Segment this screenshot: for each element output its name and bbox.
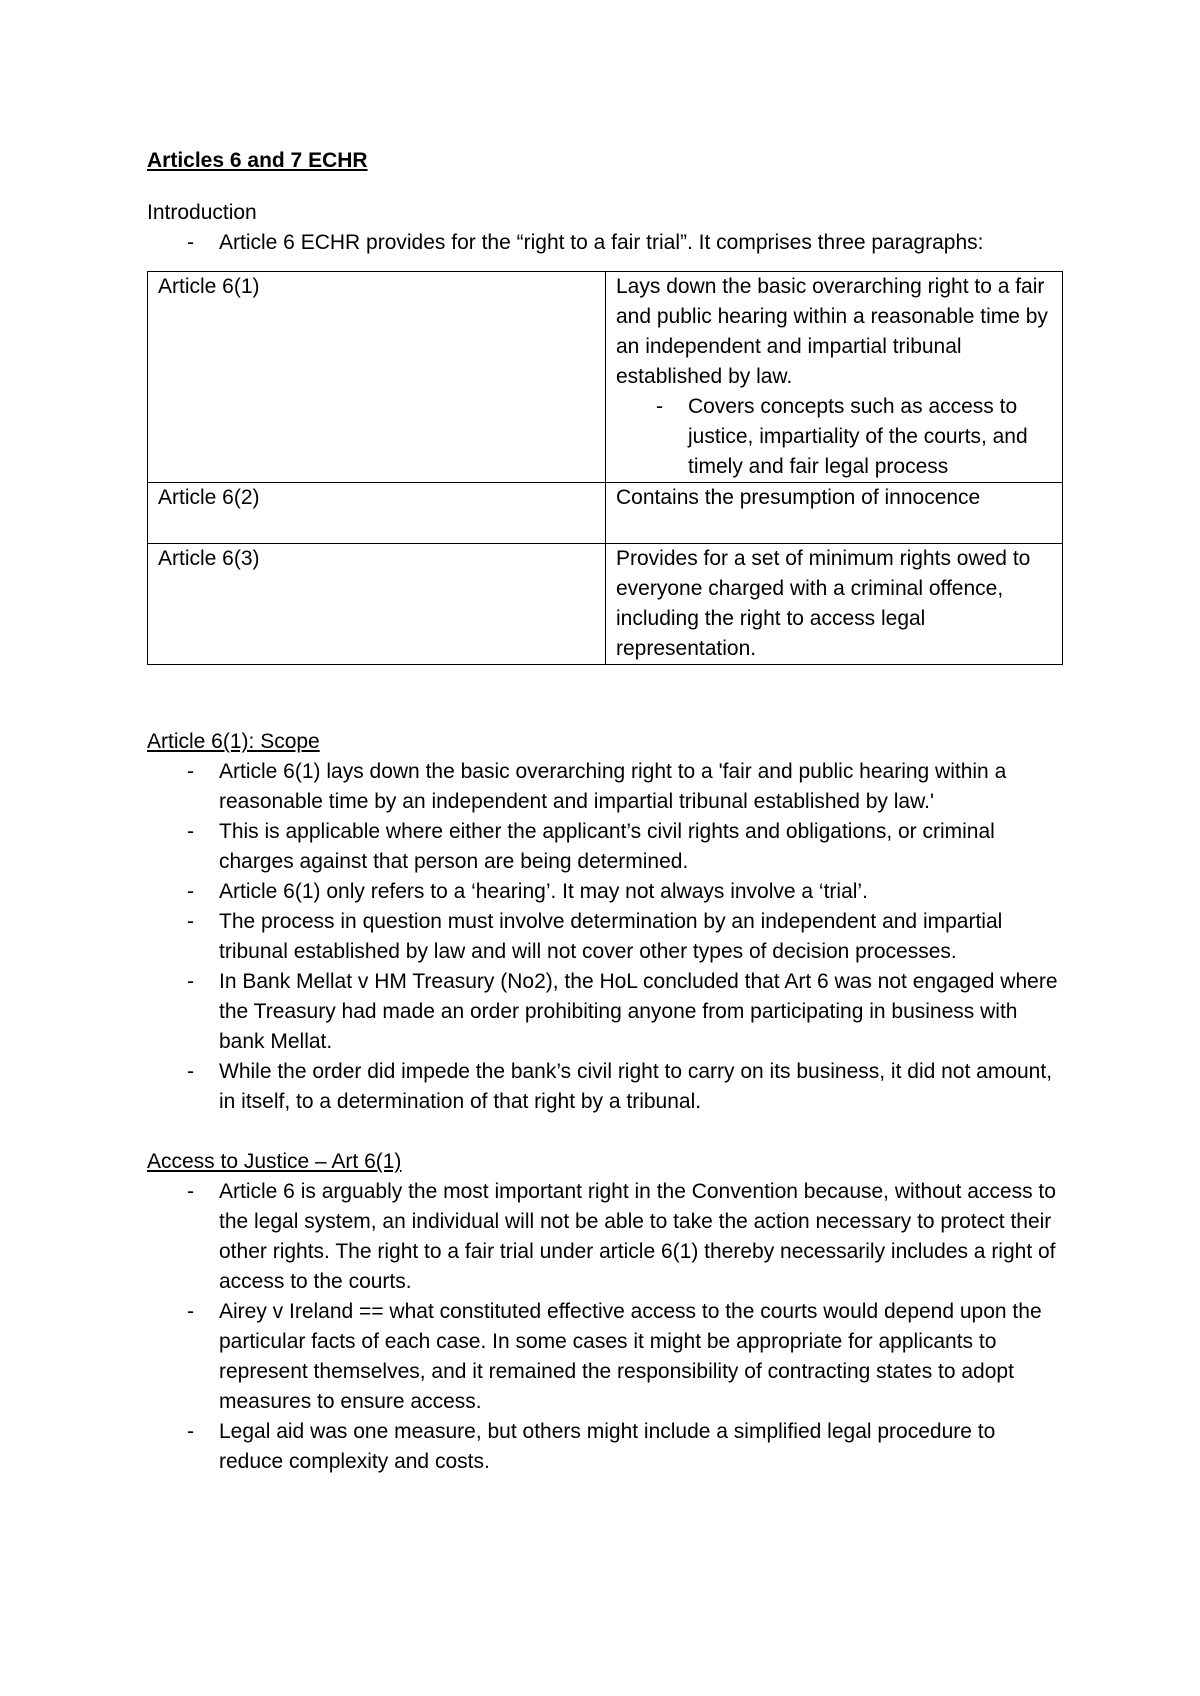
table-cell-label: Article 6(3) (148, 544, 606, 665)
scope-list (147, 757, 1062, 1117)
scope-heading: Article 6(1): Scope (147, 730, 320, 753)
intro-heading: Introduction (147, 201, 257, 224)
table-cell-label: Article 6(1) (148, 272, 606, 483)
access-heading: Access to Justice – Art 6(1) (147, 1150, 402, 1173)
table-row (148, 483, 1063, 544)
list-item: - This is applicable where either the applicant’s civil rights and obligations, or criminal charges against that person are being determined. (147, 817, 1062, 877)
list-item: - Legal aid was one measure, but others might include a simplified legal procedure to reduce complexity and costs. (147, 1417, 1062, 1477)
cell-sub-list (616, 392, 1052, 482)
table-cell-text: Provides for a set of minimum rights owed to everyone charged with a criminal offence, including the right to access legal representation. (606, 544, 1063, 665)
list-item: - Article 6 is arguably the most important right in the Convention because, without access to the legal system, an individual will not be able to take the action necessary to protect their other rights. The right to a fair trial under article 6(1) thereby necessarily includes a right of access to the courts. (147, 1177, 1062, 1297)
list-item: - Article 6 ECHR provides for the “right to a fair trial”. It comprises three paragraphs: (147, 228, 1062, 258)
list-item: - In Bank Mellat v HM Treasury (No2), the HoL concluded that Art 6 was not engaged where the Treasury had made an order prohibiting anyone from participating in business with bank Mellat. (147, 967, 1062, 1057)
article6-paragraphs-table (147, 271, 1063, 665)
document-title: Articles 6 and 7 ECHR (147, 149, 368, 172)
list-item: - Article 6(1) lays down the basic overarching right to a 'fair and public hearing within a reasonable time by an independent and impartial tribunal established by law.' (147, 757, 1062, 817)
list-item: - Covers concepts such as access to justice, impartiality of the courts, and timely and fair legal process (616, 392, 1052, 482)
list-item: - The process in question must involve determination by an independent and impartial tribunal established by law and will not cover other types of decision processes. (147, 907, 1062, 967)
table-row (148, 544, 1063, 665)
list-item: - While the order did impede the bank’s civil right to carry on its business, it did not amount, in itself, to a determination of that right by a tribunal. (147, 1057, 1062, 1117)
table-cell-label: Article 6(2) (148, 483, 606, 544)
access-list (147, 1177, 1062, 1477)
list-item: - Article 6(1) only refers to a ‘hearing’. It may not always involve a ‘trial’. (147, 877, 1062, 907)
intro-list (147, 228, 1062, 258)
table-cell-text: Contains the presumption of innocence (606, 483, 1063, 544)
table-row (148, 272, 1063, 483)
cell-text: Lays down the basic overarching right to a fair and public hearing within a reasonable time by an independent and impartial tribunal established by law. (616, 275, 1048, 388)
document-body (147, 146, 1062, 1477)
list-item: - Airey v Ireland == what constituted effective access to the courts would depend upon the particular facts of each case. In some cases it might be appropriate for applicants to represent themselves, and it remained the responsibility of contracting states to adopt measures to ensure access. (147, 1297, 1062, 1417)
table-cell-text (606, 272, 1063, 483)
